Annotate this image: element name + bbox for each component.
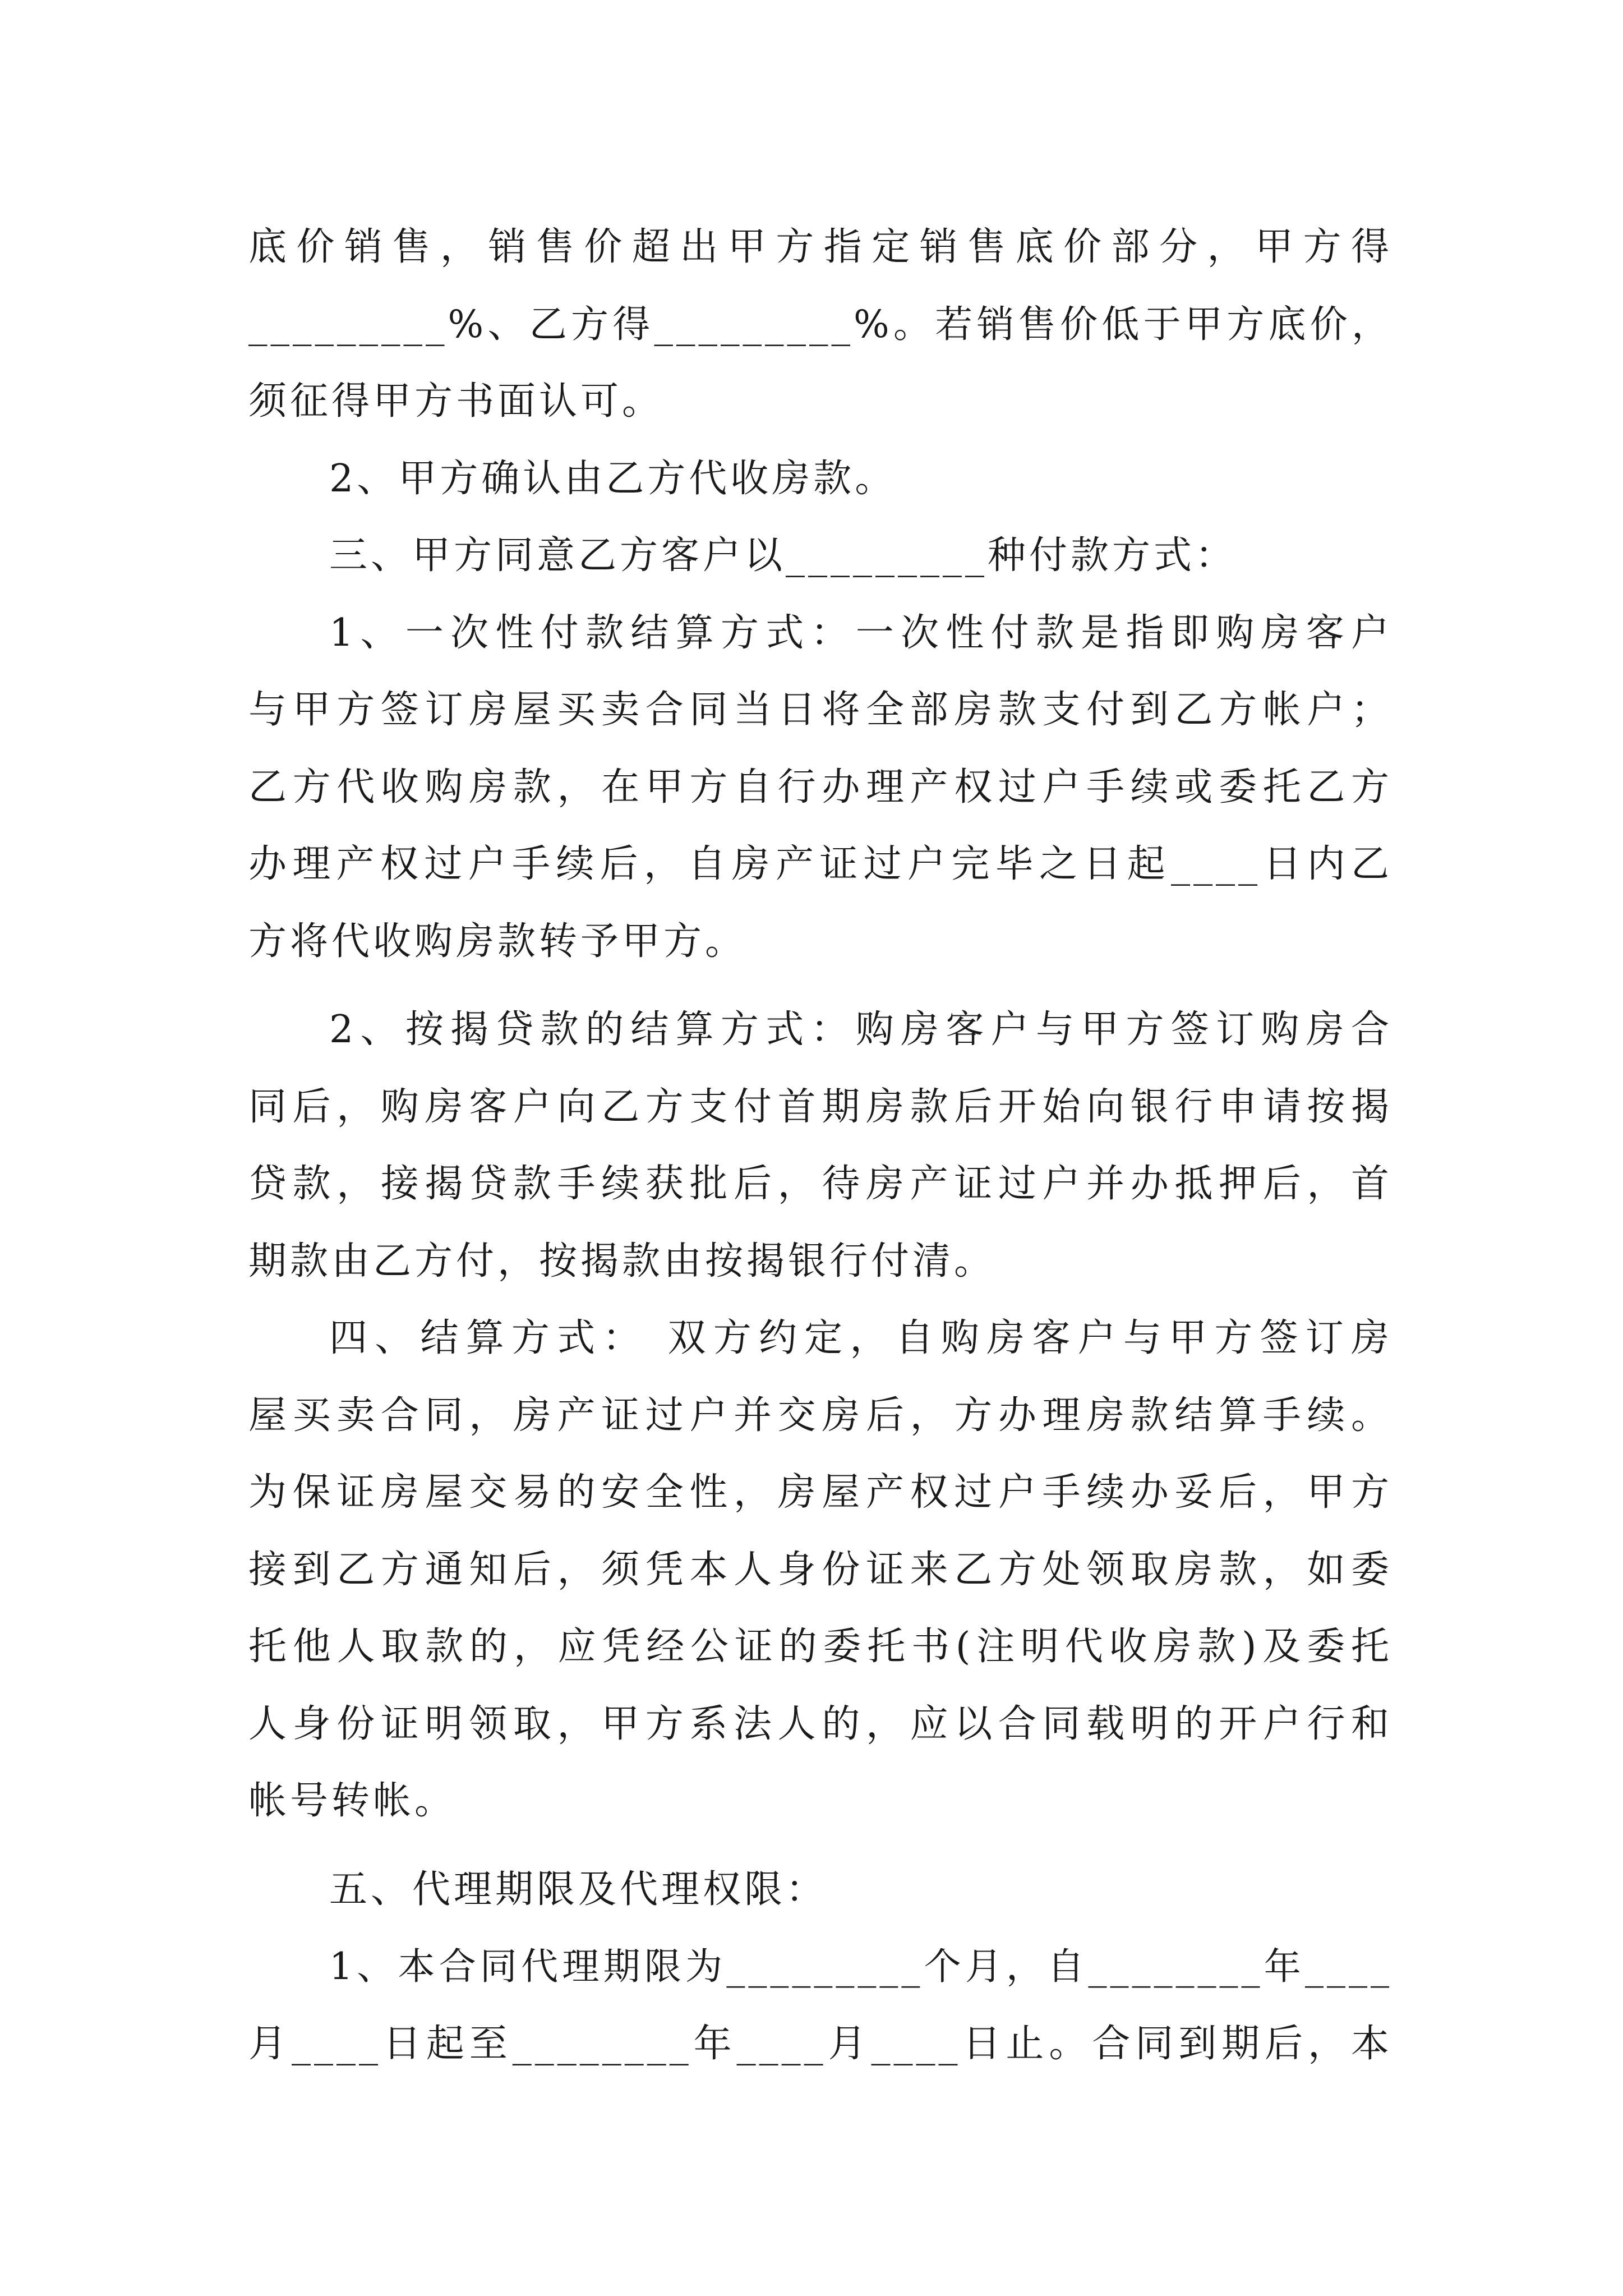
text-line: 接到乙方通知后，须凭本人身份证来乙方处领取房款，如委 bbox=[248, 1547, 1393, 1592]
text-line: 2、按揭贷款的结算方式：购房客户与甲方签订购房合 bbox=[329, 1007, 1393, 1052]
text-line: 帐号转帐。 bbox=[248, 1779, 457, 1823]
text-line: 须征得甲方书面认可。 bbox=[248, 379, 664, 424]
text-line: 贷款，接揭贷款手续获批后，待房产证过户并办抵押后，首 bbox=[248, 1162, 1393, 1206]
text-line: 乙方代收购房款，在甲方自行办理产权过户手续或委托乙方 bbox=[248, 765, 1393, 809]
text-line: 三、甲方同意乙方客户以_________种付款方式： bbox=[329, 533, 1237, 578]
text-line: 四、结算方式： 双方约定，自购房客户与甲方签订房 bbox=[329, 1316, 1393, 1360]
text-line: 期款由乙方付，按揭款由按揭银行付清。 bbox=[248, 1239, 996, 1283]
text-line: 月____日起至________年____月____日止。合同到期后，本 bbox=[248, 2021, 1393, 2066]
text-line: 为保证房屋交易的安全性，房屋产权过户手续办妥后，甲方 bbox=[248, 1470, 1393, 1515]
text-line: _________%、乙方得_________%。若销售价低于甲方底价， bbox=[248, 302, 1393, 346]
text-line: 1、一次性付款结算方式：一次性付款是指即购房客户 bbox=[329, 610, 1393, 655]
text-line: 五、代理期限及代理权限： bbox=[329, 1867, 828, 1912]
text-line: 2、甲方确认由乙方代收房款。 bbox=[329, 456, 897, 501]
document-body bbox=[248, 209, 1393, 2082]
text-line: 与甲方签订房屋买卖合同当日将全部房款支付到乙方帐户； bbox=[248, 688, 1393, 732]
text-line: 底价销售，销售价超出甲方指定销售底价部分，甲方得 bbox=[248, 225, 1393, 269]
text-line: 1、本合同代理期限为_________个月，自________年____ bbox=[329, 1945, 1393, 1988]
text-line: 托他人取款的，应凭经公证的委托书(注明代收房款)及委托 bbox=[248, 1625, 1393, 1669]
text-line: 办理产权过户手续后，自房产证过户完毕之日起____日内乙 bbox=[248, 842, 1393, 886]
text-line: 屋买卖合同，房产证过户并交房后，方办理房款结算手续。 bbox=[248, 1393, 1393, 1438]
text-line: 方将代收购房款转予甲方。 bbox=[248, 919, 747, 964]
text-line: 同后，购房客户向乙方支付首期房款后开始向银行申请按揭 bbox=[248, 1084, 1393, 1129]
text-line: 人身份证明领取，甲方系法人的，应以合同载明的开户行和 bbox=[248, 1701, 1393, 1746]
